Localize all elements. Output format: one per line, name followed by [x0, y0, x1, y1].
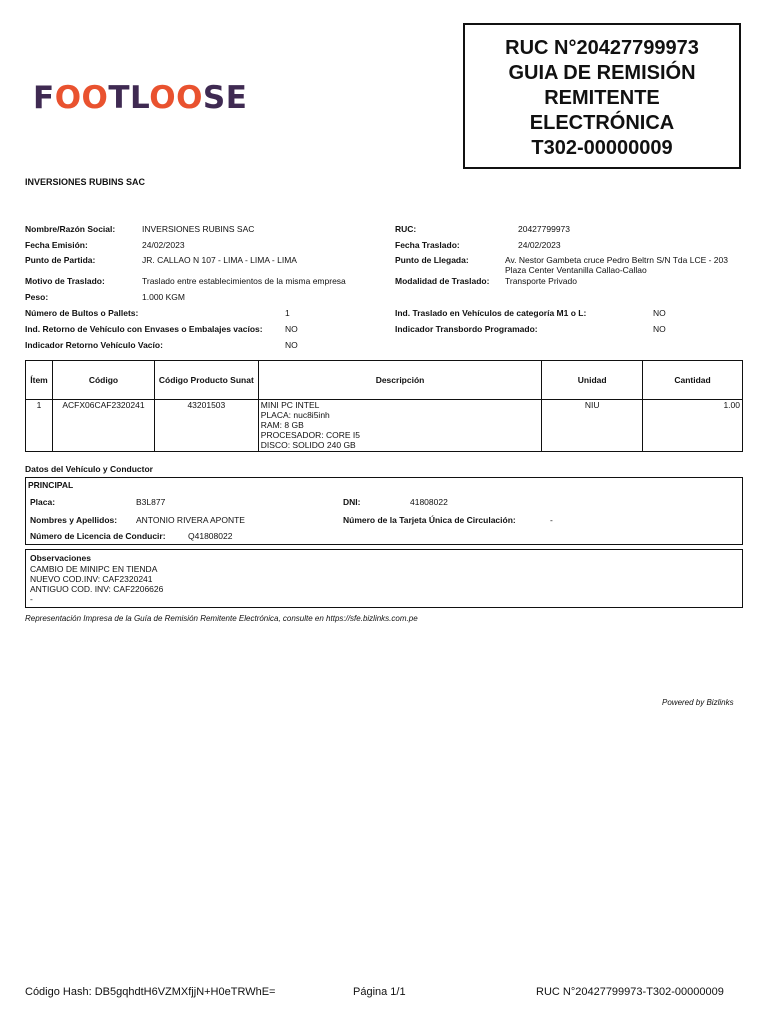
- observation-line: ANTIGUO COD. INV: CAF2206626: [30, 584, 164, 594]
- observation-line: -: [30, 594, 33, 604]
- representation-note: Representación Impresa de la Guía de Remisión Remitente Electrónica, consulte en https://sfe.bizlinks.com.pe: [25, 614, 418, 623]
- observations-lines: [30, 564, 163, 604]
- observation-line: CAMBIO DE MINIPC EN TIENDA: [30, 564, 158, 574]
- peso-value: 1.000 KGM: [142, 292, 185, 302]
- cell-unidad: NIU: [542, 400, 643, 452]
- nombres-value: ANTONIO RIVERA APONTE: [136, 515, 245, 525]
- header-cantidad: Cantidad: [643, 361, 743, 400]
- placa-label: Placa:: [30, 497, 56, 507]
- doc-type-line3: ELECTRÓNICA: [529, 112, 675, 134]
- cell-item: 1: [26, 400, 53, 452]
- transbordo-label: Indicador Transbordo Programado:: [395, 324, 538, 334]
- cell-cantidad: 1.00: [643, 400, 743, 452]
- retorno-envases-value: NO: [285, 324, 298, 334]
- vehicle-principal: PRINCIPAL: [28, 480, 74, 490]
- motivo-label: Motivo de Traslado:: [25, 276, 105, 286]
- doc-number: T302-00000009: [531, 137, 673, 159]
- doc-type-line1: GUIA DE REMISIÓN: [508, 62, 696, 84]
- motivo-value: Traslado entre establecimientos de la misma empresa: [142, 276, 346, 286]
- desc-line: DISCO: SOLIDO 240 GB: [260, 440, 356, 450]
- tuc-label: Número de la Tarjeta Única de Circulación:: [343, 515, 516, 525]
- header-descripcion: Descripción: [258, 361, 541, 400]
- footer-ref: RUC N°20427799973-T302-00000009: [536, 986, 724, 998]
- company-name: INVERSIONES RUBINS SAC: [25, 177, 146, 187]
- licencia-label: Número de Licencia de Conducir:: [30, 531, 166, 541]
- header-sunat: Código Producto Sunat: [154, 361, 258, 400]
- dni-value: 41808022: [410, 497, 448, 507]
- razon-value: INVERSIONES RUBINS SAC: [142, 224, 255, 234]
- doc-type-line2: REMITENTE: [544, 87, 660, 109]
- licencia-value: Q41808022: [188, 531, 233, 541]
- bultos-label: Número de Bultos o Pallets:: [25, 308, 139, 318]
- traslado-value: 24/02/2023: [518, 240, 561, 250]
- ruc-value: 20427799973: [518, 224, 571, 234]
- vehicle-box: [25, 477, 743, 545]
- m1-label: Ind. Traslado en Vehículos de categoría M1 o L:: [395, 308, 587, 318]
- retorno-envases-label: Ind. Retorno de Vehículo con Envases o Embalajes vacíos:: [25, 324, 263, 334]
- traslado-label: Fecha Traslado:: [395, 240, 460, 250]
- emision-label: Fecha Emisión:: [25, 240, 88, 250]
- llegada-label: Punto de Llegada:: [395, 255, 469, 265]
- observations-title: Observaciones: [30, 553, 91, 563]
- partida-value: JR. CALLAO N 107 - LIMA - LIMA - LIMA: [142, 255, 297, 265]
- powered-by: Powered by Bizlinks: [662, 698, 734, 707]
- items-header-row: [26, 361, 743, 400]
- modalidad-value: Transporte Privado: [505, 276, 577, 286]
- observations-box: [25, 549, 743, 608]
- desc-line: RAM: 8 GB: [260, 420, 304, 430]
- items-table: [25, 360, 743, 452]
- desc-line: PLACA: nuc8i5inh: [260, 410, 330, 420]
- modalidad-label: Modalidad de Traslado:: [395, 276, 490, 286]
- table-row: [26, 400, 743, 452]
- transbordo-value: NO: [653, 324, 666, 334]
- peso-label: Peso:: [25, 292, 49, 302]
- ruc-label: RUC:: [395, 224, 417, 234]
- cell-descripcion: [258, 400, 541, 452]
- header-codigo: Código: [52, 361, 154, 400]
- vehicle-section-title: Datos del Vehículo y Conductor: [25, 464, 153, 474]
- footloose-logo: FOOTLOOSE: [33, 80, 248, 116]
- footer-hash: Código Hash: DB5gqhdtH6VZMXfjjN+H0eTRWhE=: [25, 986, 276, 998]
- observation-line: NUEVO COD.INV: CAF2320241: [30, 574, 153, 584]
- cell-sunat: 43201503: [154, 400, 258, 452]
- footer-page: Página 1/1: [353, 986, 406, 998]
- tuc-value: -: [550, 515, 553, 525]
- nombres-label: Nombres y Apellidos:: [30, 515, 118, 525]
- m1-value: NO: [653, 308, 666, 318]
- retorno-vacio-value: NO: [285, 340, 298, 350]
- document-id-box: [463, 23, 741, 169]
- desc-line: MINI PC INTEL: [260, 400, 320, 410]
- emision-value: 24/02/2023: [142, 240, 185, 250]
- partida-label: Punto de Partida:: [25, 255, 96, 265]
- cell-codigo: ACFX06CAF2320241: [52, 400, 154, 452]
- doc-ruc: RUC N°20427799973: [505, 37, 699, 59]
- retorno-vacio-label: Indicador Retorno Vehículo Vacío:: [25, 340, 163, 350]
- llegada-value: Av. Nestor Gambeta cruce Pedro Beltrn S/N Tda LCE - 203 Plaza Center Ventanilla Callao-Callao: [505, 255, 728, 275]
- header-item: Ítem: [26, 361, 53, 400]
- bultos-value: 1: [285, 308, 290, 318]
- dni-label: DNI:: [343, 497, 361, 507]
- placa-value: B3L877: [136, 497, 166, 507]
- header-unidad: Unidad: [542, 361, 643, 400]
- desc-line: PROCESADOR: CORE I5: [260, 430, 360, 440]
- razon-label: Nombre/Razón Social:: [25, 224, 116, 234]
